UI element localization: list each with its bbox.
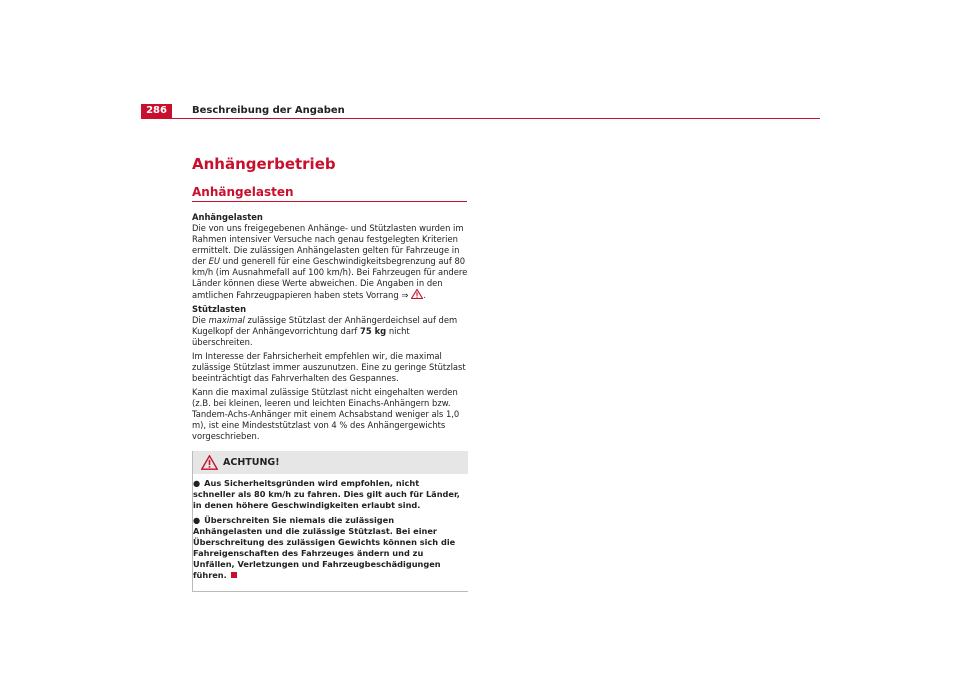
text-segment: Die von uns freigegebenen Anhänge- und Stützlasten wurden im Rahmen intensiver Versuche nach genau festgelegten Kriterien ermittelt. Die zulässigen Anhängelasten gelten für Fahrzeuge in der (192, 223, 464, 266)
header-rule (141, 118, 820, 119)
paragraph-fahrsicherheit: Im Interesse der Fahrsicherheit empfehlen wir, die maximal zulässige Stützlast immer auszunutzen. Eine zu geringe Stützlast beeinträchtigt das Fahrverhalten des Gespannes. (192, 351, 466, 383)
paragraph-anhaengelasten (192, 223, 468, 301)
paragraph-mindeststuetzlast: Kann die maximal zulässige Stützlast nicht eingehalten werden (z.B. bei kleinen, leeren und leichten Einachs-Anhängern bzw. Tandem-Achs-Anhänger mit einem Achsabstand weniger als 1,0 m), ist eine Mindeststützlast von 4 % des Anhängergewichts vorgeschrieben. (192, 387, 460, 441)
warning-item-text: Aus Sicherheitsgründen wird empfohlen, nicht schneller als 80 km/h zu fahren. Dies gilt auch für Länder, in denen höhere Geschwindigkeiten erlaubt sind. (193, 478, 460, 510)
warning-title: ACHTUNG! (223, 457, 280, 468)
bullet-icon: ● (193, 515, 201, 525)
warning-triangle-icon (411, 289, 423, 299)
chapter-title: Anhängerbetrieb (192, 155, 336, 173)
warning-item (193, 515, 464, 581)
subheading-anhaengelasten: Anhängelasten (192, 212, 263, 222)
text-eu: EU (208, 256, 220, 266)
text-segment: und generell für eine Geschwindigkeitsbegrenzung auf 80 km/h (im Ausnahmefall auf 100 km/h). Bei Fahrzeugen für andere Länder können diese Werte abweichen. Die Angaben in den amtlichen Fahrzeugpapieren haben stets Vorrang (192, 256, 468, 300)
subheading-stuetzlasten: Stützlasten (192, 304, 247, 314)
warning-box (192, 451, 468, 592)
warning-triangle-icon (201, 455, 218, 470)
text-segment: nicht überschreiten. (192, 326, 410, 347)
section-rule (192, 201, 467, 202)
text-75kg: 75 kg (360, 326, 387, 336)
warning-list (193, 474, 468, 591)
bullet-icon: ● (193, 478, 201, 488)
warning-item (193, 478, 464, 511)
section-title: Anhängelasten (192, 185, 294, 199)
end-marker-icon (231, 572, 237, 578)
running-header-title: Beschreibung der Angaben (192, 105, 345, 116)
main-content (192, 212, 468, 592)
warning-item-text: Überschreiten Sie niemals die zulässigen Anhängelasten und die zulässige Stützlast. Bei einer Überschreitung des zulässigen Gewichts können sich die Fahreigenschaften des Fahrzeuges ändern und zu Unfällen, Verletzungen und Fahrzeugbeschädigungen führen. (193, 515, 456, 580)
text-maximal: maximal (208, 315, 245, 325)
warning-header (193, 451, 468, 474)
arrow-reference: ⇒ (401, 290, 409, 300)
text-segment: . (423, 290, 427, 300)
page-number: 286 (141, 104, 172, 118)
paragraph-stuetzlast-max (192, 315, 468, 348)
text-segment: Die (192, 315, 209, 325)
text-segment: zulässige Stützlast der Anhängerdeichsel auf dem Kugelkopf der Anhängevorrichtung darf (192, 315, 458, 336)
